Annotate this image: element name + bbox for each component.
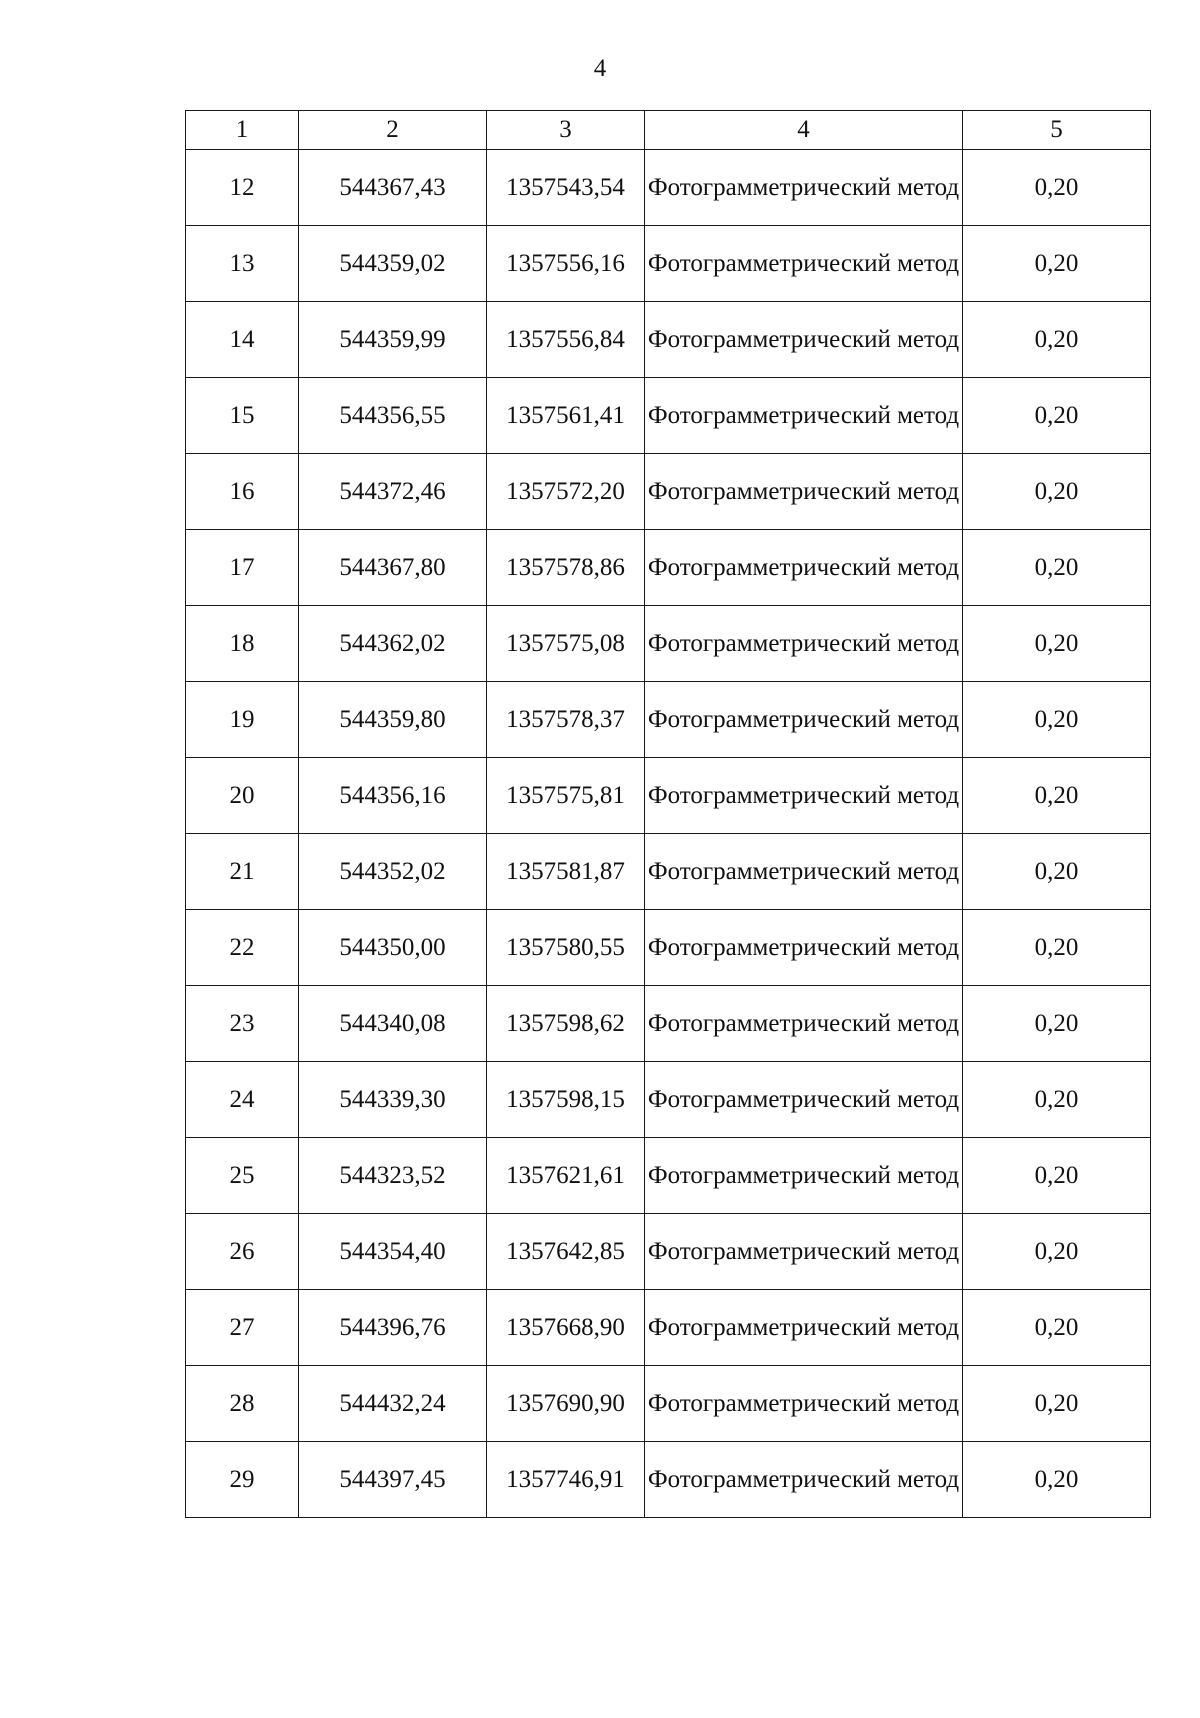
table-row (186, 378, 1151, 454)
method-text: Фотограмметрический метод (647, 1314, 960, 1341)
header-cell-4: 4 (645, 111, 963, 150)
accuracy-cell: 0,20 (963, 986, 1151, 1062)
header-cell-2: 2 (299, 111, 487, 150)
table-row (186, 150, 1151, 226)
point-number-cell: 27 (186, 1290, 299, 1366)
y-coordinate-cell: 1357575,81 (487, 758, 645, 834)
y-coordinate-cell: 1357621,61 (487, 1138, 645, 1214)
point-number-cell: 28 (186, 1366, 299, 1442)
x-coordinate-cell: 544362,02 (299, 606, 487, 682)
point-number-cell: 15 (186, 378, 299, 454)
accuracy-cell: 0,20 (963, 1290, 1151, 1366)
x-coordinate-cell: 544372,46 (299, 454, 487, 530)
y-coordinate-cell: 1357746,91 (487, 1442, 645, 1518)
point-number-cell: 26 (186, 1214, 299, 1290)
point-number-cell: 13 (186, 226, 299, 302)
table-row (186, 682, 1151, 758)
accuracy-cell: 0,20 (963, 454, 1151, 530)
x-coordinate-cell: 544354,40 (299, 1214, 487, 1290)
x-coordinate-cell: 544396,76 (299, 1290, 487, 1366)
point-number-cell: 23 (186, 986, 299, 1062)
point-number-cell: 24 (186, 1062, 299, 1138)
method-text: Фотограмметрический метод (647, 478, 960, 505)
method-text: Фотограмметрический метод (647, 782, 960, 809)
method-text: Фотограмметрический метод (647, 174, 960, 201)
table-body (186, 111, 1151, 1518)
x-coordinate-cell: 544359,99 (299, 302, 487, 378)
method-cell (645, 910, 963, 986)
method-text: Фотограмметрический метод (647, 1466, 960, 1493)
method-cell (645, 378, 963, 454)
accuracy-cell: 0,20 (963, 758, 1151, 834)
accuracy-cell: 0,20 (963, 150, 1151, 226)
method-text: Фотограмметрический метод (647, 1390, 960, 1417)
table-row (186, 758, 1151, 834)
table-row (186, 454, 1151, 530)
method-text: Фотограмметрический метод (647, 1162, 960, 1189)
method-cell (645, 1214, 963, 1290)
y-coordinate-cell: 1357598,62 (487, 986, 645, 1062)
accuracy-cell: 0,20 (963, 910, 1151, 986)
method-cell (645, 834, 963, 910)
page-number: 4 (593, 55, 607, 82)
method-text: Фотограмметрический метод (647, 1238, 960, 1265)
method-cell (645, 454, 963, 530)
header-cell-3: 3 (487, 111, 645, 150)
x-coordinate-cell: 544359,02 (299, 226, 487, 302)
method-text: Фотограмметрический метод (647, 554, 960, 581)
method-cell (645, 1290, 963, 1366)
x-coordinate-cell: 544367,80 (299, 530, 487, 606)
method-cell (645, 1062, 963, 1138)
y-coordinate-cell: 1357598,15 (487, 1062, 645, 1138)
x-coordinate-cell: 544352,02 (299, 834, 487, 910)
table-row (186, 910, 1151, 986)
method-text: Фотограмметрический метод (647, 934, 960, 961)
table-row (186, 986, 1151, 1062)
point-number-cell: 14 (186, 302, 299, 378)
method-cell (645, 302, 963, 378)
table-row (186, 1290, 1151, 1366)
table-row (186, 1138, 1151, 1214)
point-number-cell: 25 (186, 1138, 299, 1214)
y-coordinate-cell: 1357668,90 (487, 1290, 645, 1366)
point-number-cell: 19 (186, 682, 299, 758)
point-number-cell: 12 (186, 150, 299, 226)
method-cell (645, 606, 963, 682)
method-text: Фотограмметрический метод (647, 858, 960, 885)
accuracy-cell: 0,20 (963, 378, 1151, 454)
y-coordinate-cell: 1357543,54 (487, 150, 645, 226)
table-row (186, 606, 1151, 682)
accuracy-cell: 0,20 (963, 1062, 1151, 1138)
point-number-cell: 22 (186, 910, 299, 986)
table-row (186, 1366, 1151, 1442)
accuracy-cell: 0,20 (963, 834, 1151, 910)
method-text: Фотограмметрический метод (647, 1086, 960, 1113)
point-number-cell: 29 (186, 1442, 299, 1518)
accuracy-cell: 0,20 (963, 606, 1151, 682)
table-row (186, 1062, 1151, 1138)
x-coordinate-cell: 544339,30 (299, 1062, 487, 1138)
method-cell (645, 150, 963, 226)
accuracy-cell: 0,20 (963, 1214, 1151, 1290)
header-cell-5: 5 (963, 111, 1151, 150)
method-text: Фотограмметрический метод (647, 326, 960, 353)
x-coordinate-cell: 544397,45 (299, 1442, 487, 1518)
x-coordinate-cell: 544323,52 (299, 1138, 487, 1214)
y-coordinate-cell: 1357581,87 (487, 834, 645, 910)
point-number-cell: 20 (186, 758, 299, 834)
table-row (186, 1442, 1151, 1518)
method-cell (645, 530, 963, 606)
x-coordinate-cell: 544367,43 (299, 150, 487, 226)
y-coordinate-cell: 1357578,86 (487, 530, 645, 606)
method-text: Фотограмметрический метод (647, 706, 960, 733)
table-row (186, 530, 1151, 606)
y-coordinate-cell: 1357580,55 (487, 910, 645, 986)
table-row (186, 226, 1151, 302)
method-cell (645, 758, 963, 834)
x-coordinate-cell: 544356,16 (299, 758, 487, 834)
accuracy-cell: 0,20 (963, 530, 1151, 606)
y-coordinate-cell: 1357642,85 (487, 1214, 645, 1290)
y-coordinate-cell: 1357690,90 (487, 1366, 645, 1442)
accuracy-cell: 0,20 (963, 1138, 1151, 1214)
accuracy-cell: 0,20 (963, 302, 1151, 378)
x-coordinate-cell: 544340,08 (299, 986, 487, 1062)
method-cell (645, 682, 963, 758)
x-coordinate-cell: 544432,24 (299, 1366, 487, 1442)
table-header-row (186, 111, 1151, 150)
table-row (186, 1214, 1151, 1290)
method-text: Фотограмметрический метод (647, 402, 960, 429)
method-text: Фотограмметрический метод (647, 630, 960, 657)
method-cell (645, 1442, 963, 1518)
y-coordinate-cell: 1357572,20 (487, 454, 645, 530)
table-row (186, 834, 1151, 910)
x-coordinate-cell: 544350,00 (299, 910, 487, 986)
point-number-cell: 18 (186, 606, 299, 682)
y-coordinate-cell: 1357556,16 (487, 226, 645, 302)
table-row (186, 302, 1151, 378)
accuracy-cell: 0,20 (963, 1442, 1151, 1518)
method-cell (645, 1138, 963, 1214)
accuracy-cell: 0,20 (963, 682, 1151, 758)
method-cell (645, 226, 963, 302)
method-text: Фотограмметрический метод (647, 250, 960, 277)
coordinates-table (185, 110, 1151, 1518)
method-cell (645, 986, 963, 1062)
y-coordinate-cell: 1357575,08 (487, 606, 645, 682)
method-text: Фотограмметрический метод (647, 1010, 960, 1037)
y-coordinate-cell: 1357561,41 (487, 378, 645, 454)
accuracy-cell: 0,20 (963, 226, 1151, 302)
header-cell-1: 1 (186, 111, 299, 150)
point-number-cell: 17 (186, 530, 299, 606)
method-cell (645, 1366, 963, 1442)
accuracy-cell: 0,20 (963, 1366, 1151, 1442)
x-coordinate-cell: 544359,80 (299, 682, 487, 758)
x-coordinate-cell: 544356,55 (299, 378, 487, 454)
y-coordinate-cell: 1357556,84 (487, 302, 645, 378)
point-number-cell: 21 (186, 834, 299, 910)
y-coordinate-cell: 1357578,37 (487, 682, 645, 758)
point-number-cell: 16 (186, 454, 299, 530)
